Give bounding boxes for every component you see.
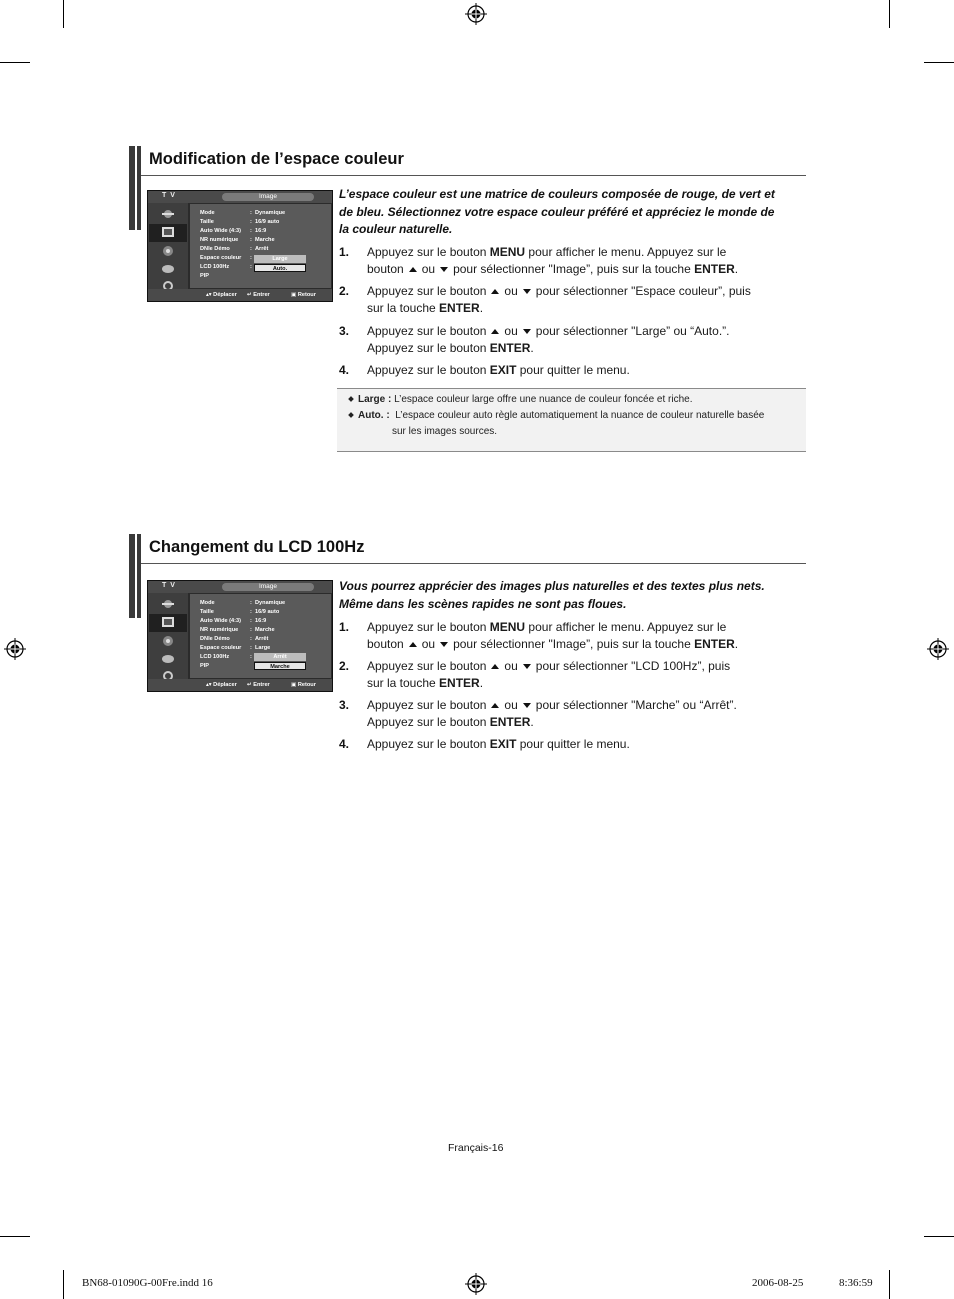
osd-menu-row: PIP: [200, 663, 210, 669]
osd-menu-row: NR numérique : Marche: [200, 237, 275, 243]
osd-menu-row: LCD 100Hz :: [200, 654, 252, 660]
up-arrow-icon: [491, 664, 499, 669]
osd-footer-move: ▴▾ Déplacer: [206, 292, 237, 298]
osd-footer-enter: ↵ Entrer: [247, 292, 270, 298]
step-number: 4.: [339, 737, 350, 751]
step-3: Appuyez sur le bouton ou pour sélectionner "Marche” ou “Arrêt”. Appuyez sur le bouton ENTER.: [367, 698, 737, 729]
crop-mark: [889, 0, 890, 28]
crop-mark: [63, 0, 64, 28]
crop-mark: [924, 1236, 954, 1237]
osd-sound-icon: [159, 635, 177, 647]
osd-option-large: Large: [254, 255, 306, 263]
osd-footer-move: ▴▾ Déplacer: [206, 682, 237, 688]
osd-picture-icon: [149, 614, 187, 632]
step-1: Appuyez sur le bouton MENU pour afficher le menu. Appuyez sur le bouton ou pour sélectionner "Image”, puis sur la touche ENTER.: [367, 245, 739, 276]
step-number: 4.: [339, 363, 350, 377]
osd-menu-row: Auto Wide (4:3) : 16:9: [200, 228, 267, 234]
step-number: 3.: [339, 324, 350, 338]
up-arrow-icon: [491, 703, 499, 708]
osd-channel-icon: [159, 263, 177, 275]
bullet-icon: [348, 397, 354, 403]
osd-menu-row: Mode : Dynamique: [200, 210, 286, 216]
osd-option-marche: Marche: [254, 662, 306, 670]
osd-menu-row: DNIe Démo : Arrêt: [200, 636, 269, 642]
registration-mark-icon: [465, 1273, 487, 1295]
down-arrow-icon: [523, 289, 531, 294]
down-arrow-icon: [523, 329, 531, 334]
note-box: [337, 388, 806, 452]
registration-mark-icon: [4, 638, 26, 660]
osd-tv-label: T V: [162, 582, 176, 589]
slug-date: 2006-08-25: [752, 1277, 804, 1289]
osd-header: [148, 581, 332, 593]
osd-footer: [148, 289, 332, 301]
osd-menu-row: Espace couleur :: [200, 255, 252, 261]
osd-tab-image: Image: [222, 583, 314, 591]
osd-input-icon: [159, 598, 177, 610]
page-number: Français-16: [448, 1142, 504, 1154]
osd-menu-row: PIP: [200, 273, 210, 279]
registration-mark-icon: [927, 638, 949, 660]
crop-mark: [889, 1270, 890, 1299]
step-number: 1.: [339, 245, 350, 259]
step-3: Appuyez sur le bouton ou pour sélectionner "Large” ou “Auto.”. Appuyez sur le bouton ENTER.: [367, 324, 730, 355]
step-number: 1.: [339, 620, 350, 634]
section-marker-bar: [129, 146, 141, 230]
section-rule: [141, 563, 806, 564]
bullet-icon: [348, 413, 354, 419]
osd-header: [148, 191, 332, 203]
note-auto-continued: sur les images sources.: [392, 426, 498, 437]
osd-option-auto: Auto.: [254, 264, 306, 272]
down-arrow-icon: [440, 642, 448, 647]
tv-menu-screenshot: [147, 190, 333, 302]
intro-paragraph: L’espace couleur est une matrice de couleurs composée de rouge, de vert et de bleu. Sélectionnez votre espace couleur préféré et appréciez le monde de la couleur naturelle.: [339, 187, 775, 236]
note-auto: Auto. : L’espace couleur auto règle automatiquement la nuance de couleur naturelle basée: [349, 408, 764, 423]
osd-channel-icon: [159, 653, 177, 665]
up-arrow-icon: [491, 289, 499, 294]
down-arrow-icon: [523, 703, 531, 708]
osd-menu-row: Taille : 16/9 auto: [200, 609, 280, 615]
step-4: Appuyez sur le bouton EXIT pour quitter le menu.: [367, 363, 630, 377]
registration-mark-icon: [465, 3, 487, 25]
slug-time: 8:36:59: [839, 1277, 873, 1289]
step-4: Appuyez sur le bouton EXIT pour quitter le menu.: [367, 737, 630, 751]
crop-mark: [924, 62, 954, 63]
crop-mark: [0, 1236, 30, 1237]
osd-menu-row: DNIe Démo : Arrêt: [200, 246, 269, 252]
osd-menu-row: Espace couleur : Large: [200, 645, 271, 651]
section-title: Changement du LCD 100Hz: [149, 538, 365, 556]
intro-paragraph: Vous pourrez apprécier des images plus naturelles et des textes plus nets. Même dans les scènes rapides ne sont pas floues.: [339, 579, 765, 611]
step-1: Appuyez sur le bouton MENU pour afficher le menu. Appuyez sur le bouton ou pour sélectionner "Image”, puis sur la touche ENTER.: [367, 620, 739, 651]
osd-menu-row: Taille : 16/9 auto: [200, 219, 280, 225]
osd-sidebar: [148, 203, 188, 289]
file-slug: BN68-01090G-00Fre.indd 16: [82, 1277, 213, 1289]
crop-mark: [63, 1270, 64, 1299]
osd-sidebar: [148, 593, 188, 679]
tv-menu-screenshot: [147, 580, 333, 692]
osd-footer: [148, 679, 332, 691]
osd-menu-row: LCD 100Hz :: [200, 264, 252, 270]
step-number: 2.: [339, 659, 350, 673]
step-number: 3.: [339, 698, 350, 712]
osd-input-icon: [159, 208, 177, 220]
down-arrow-icon: [523, 664, 531, 669]
step-number: 2.: [339, 284, 350, 298]
section-rule: [141, 175, 806, 176]
osd-picture-icon: [149, 224, 187, 242]
note-large: Large : L’espace couleur large offre une nuance de couleur foncée et riche.: [349, 392, 692, 407]
osd-footer-back: ▣ Retour: [291, 292, 316, 298]
osd-menu-row: Auto Wide (4:3) : 16:9: [200, 618, 267, 624]
osd-sound-icon: [159, 245, 177, 257]
section-marker-bar: [129, 534, 141, 618]
osd-tv-label: T V: [162, 192, 176, 199]
osd-menu-row: Mode : Dynamique: [200, 600, 286, 606]
down-arrow-icon: [440, 267, 448, 272]
osd-menu-row: NR numérique : Marche: [200, 627, 275, 633]
osd-footer-enter: ↵ Entrer: [247, 682, 270, 688]
step-2: Appuyez sur le bouton ou pour sélectionner "Espace couleur”, puis sur la touche ENTER.: [367, 284, 751, 315]
up-arrow-icon: [409, 267, 417, 272]
osd-footer-back: ▣ Retour: [291, 682, 316, 688]
osd-option-arret: Arrêt: [254, 653, 306, 661]
section-title: Modification de l’espace couleur: [149, 150, 404, 168]
up-arrow-icon: [409, 642, 417, 647]
up-arrow-icon: [491, 329, 499, 334]
step-2: Appuyez sur le bouton ou pour sélectionner "LCD 100Hz”, puis sur la touche ENTER.: [367, 659, 731, 690]
crop-mark: [0, 62, 30, 63]
osd-tab-image: Image: [222, 193, 314, 201]
